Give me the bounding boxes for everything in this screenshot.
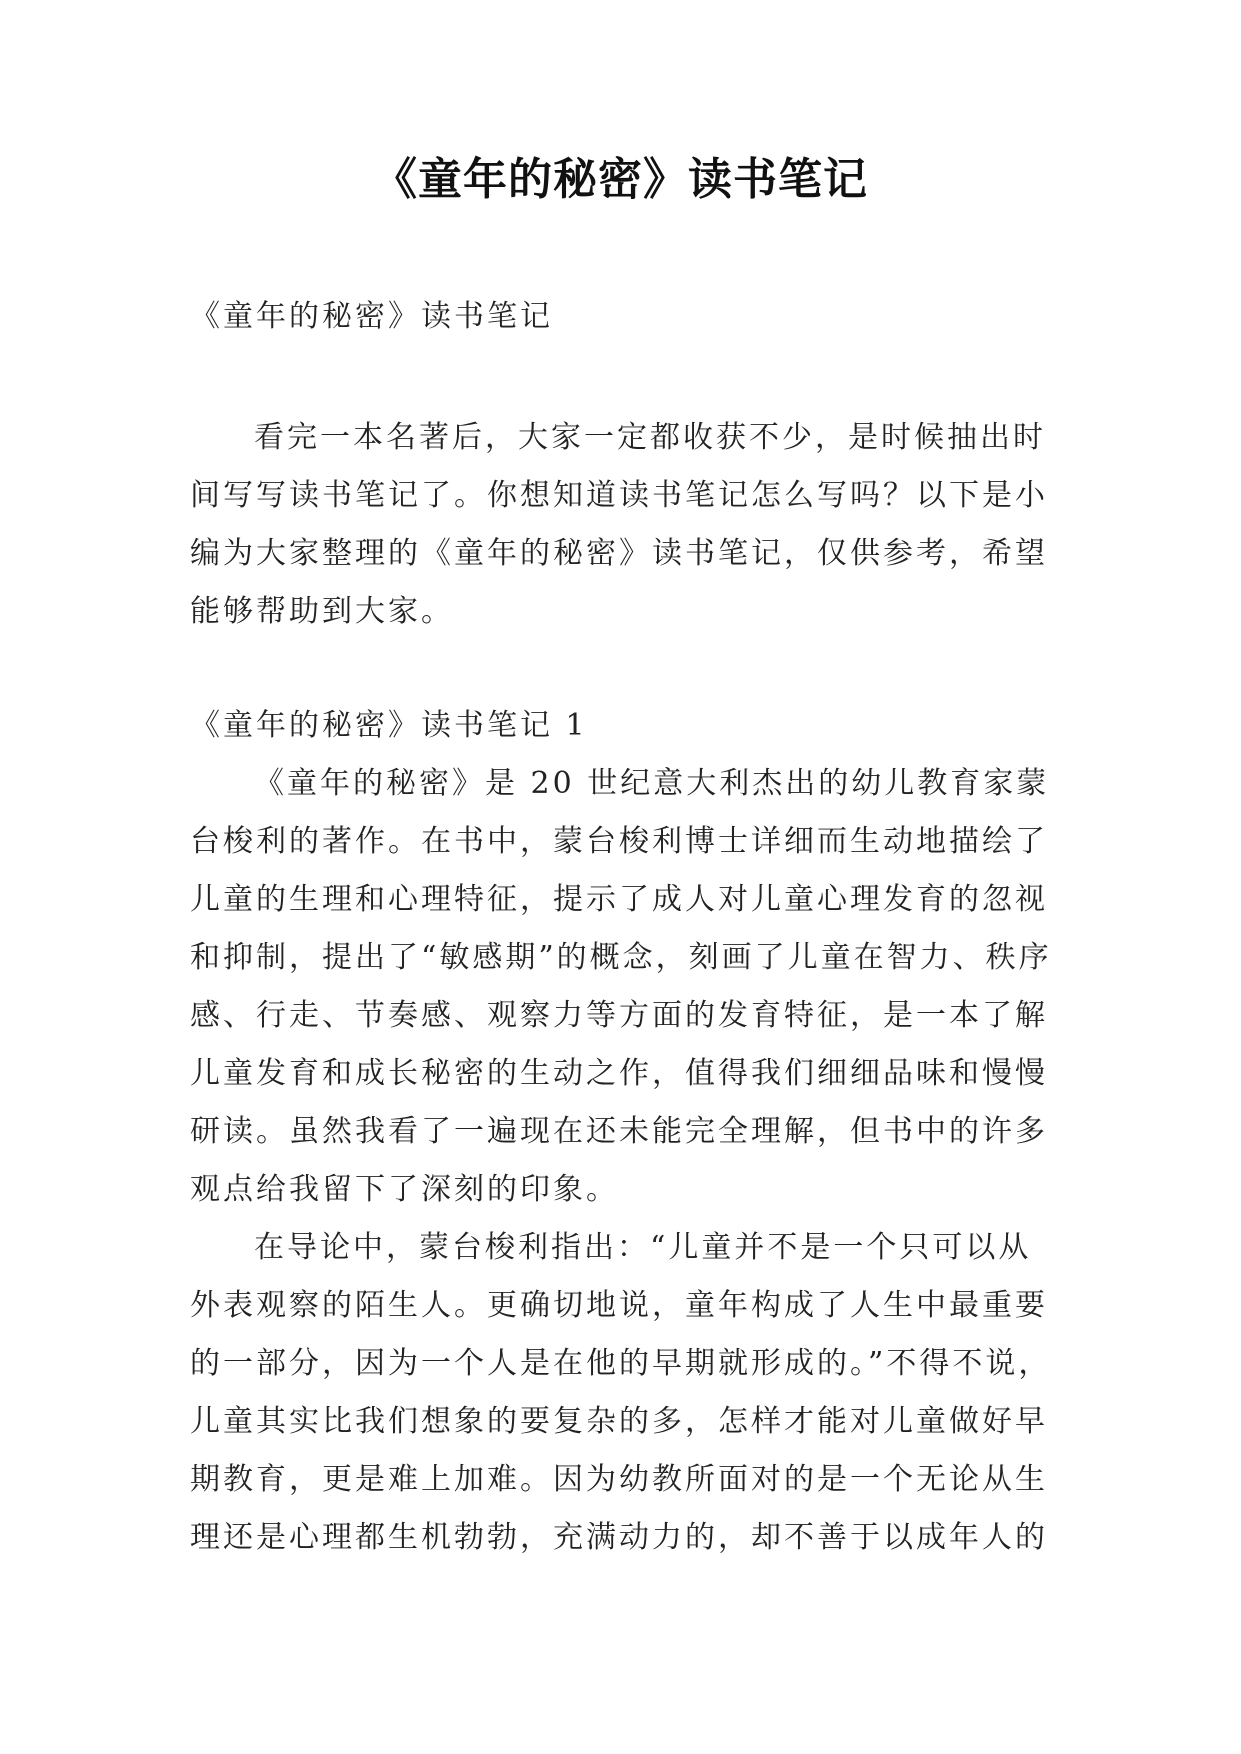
document-subtitle: 《童年的秘密》读书笔记 bbox=[190, 299, 553, 334]
document-title: 《童年的秘密》读书笔记 bbox=[373, 154, 868, 205]
body-paragraph-1: 《童年的秘密》是 20 世纪意大利杰出的幼儿教育家蒙台梭利的著作。在书中，蒙台梭利博士详细而生动地描绘了儿童的生理和心理特征，提示了成人对儿童心理发育的忽视和抑制，提出了“敏感期”的概念，刻画了儿童在智力、秩序感、行走、节奏感、观察力等方面的发育特征，是一本了解儿童发育和成长秘密的生动之作，值得我们细细品味和慢慢研读。虽然我看了一遍现在还未能完全理解，但书中的许多观点给我留下了深刻的印象。 bbox=[190, 766, 1052, 1207]
section-heading-1: 《童年的秘密》读书笔记 1 bbox=[190, 708, 588, 743]
body-paragraph-2: 在导论中，蒙台梭利指出：“儿童并不是一个只可以从外表观察的陌生人。更确切地说，童年构成了人生中最重要的一部分，因为一个人是在他的早期就形成的。”不得不说，儿童其实比我们想象的要复杂的多，怎样才能对儿童做好早期教育，更是难上加难。因为幼教所面对的是一个无论从生理还是心理都生机勃勃，充满动力的，却不善于以成年人的 bbox=[190, 1230, 1052, 1555]
intro-paragraph: 看完一本名著后，大家一定都收获不少，是时候抽出时间写写读书笔记了。你想知道读书笔记怎么写吗？以下是小编为大家整理的《童年的秘密》读书笔记，仅供参考，希望能够帮助到大家。 bbox=[190, 420, 1048, 629]
